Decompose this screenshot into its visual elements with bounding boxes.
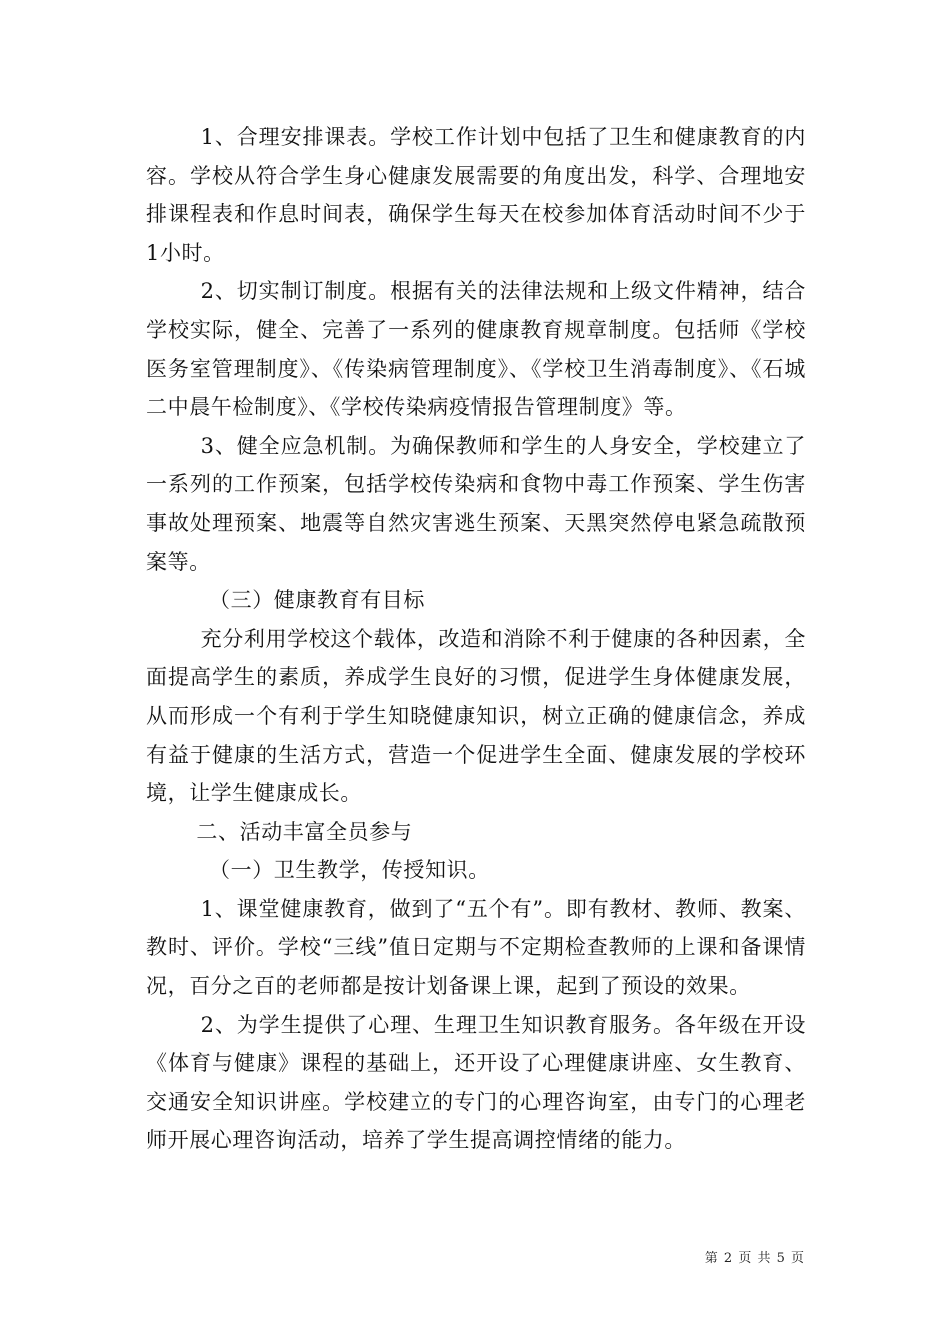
section-heading-hygiene-teaching: （一）卫生教学，传授知识。 xyxy=(209,858,490,883)
section-heading-health-goals: （三）健康教育有目标 xyxy=(209,588,425,613)
document-body xyxy=(146,118,806,1160)
paragraph-emergency-mechanism: 3、健全应急机制。为确保教师和学生的人身安全，学校建立了一系列的工作预案，包括学校传染病和食物中毒工作预案、学生伤害事故处理预案、地震等自然灾害逃生预案、天黑突然停电紧急疏散预案等。 xyxy=(146,433,806,574)
section-heading-activities: 二、活动丰富全员参与 xyxy=(196,819,413,844)
paragraph-classroom-education: 1、课堂健康教育，做到了“五个有”。即有教材、教师、教案、教时、评价。学校“三线”值日定期与不定期检查教师的上课和备课情况，百分之百的老师都是按计划备课上课，起到了预设的效果。 xyxy=(146,896,806,999)
paragraph-health-goals: 充分利用学校这个载体，改造和消除不利于健康的各种因素，全面提高学生的素质，养成学生良好的习惯，促进学生身体健康发展，从而形成一个有利于学生知晓健康知识，树立正确的健康信念，养成有益于健康的生活方式，营造一个促进学生全面、健康发展的学校环境，让学生健康成长。 xyxy=(146,626,806,806)
paragraph-course-schedule: 1、合理安排课表。学校工作计划中包括了卫生和健康教育的内容。学校从符合学生身心健康发展需要的角度出发，科学、合理地安排课程表和作息时间表，确保学生每天在校参加体育活动时间不少于1小时。 xyxy=(146,125,806,265)
paragraph-psychology-services: 2、为学生提供了心理、生理卫生知识教育服务。各年级在开设《体育与健康》课程的基础上，还开设了心理健康讲座、女生教育、交通安全知识讲座。学校建立的专门的心理咨询室，由专门的心理老师开展心理咨询活动，培养了学生提高调控情绪的能力。 xyxy=(146,1012,806,1153)
page-number-footer: 第 2 页 共 5 页 xyxy=(704,1251,805,1266)
paragraph-regulations: 2、切实制订制度。根据有关的法律法规和上级文件精神，结合学校实际，健全、完善了一系列的健康教育规章制度。包括师《学校医务室管理制度》、《传染病管理制度》、《学校卫生消毒制度》、《石城二中晨午检制度》、《学校传染病疫情报告管理制度》等。 xyxy=(146,279,806,420)
